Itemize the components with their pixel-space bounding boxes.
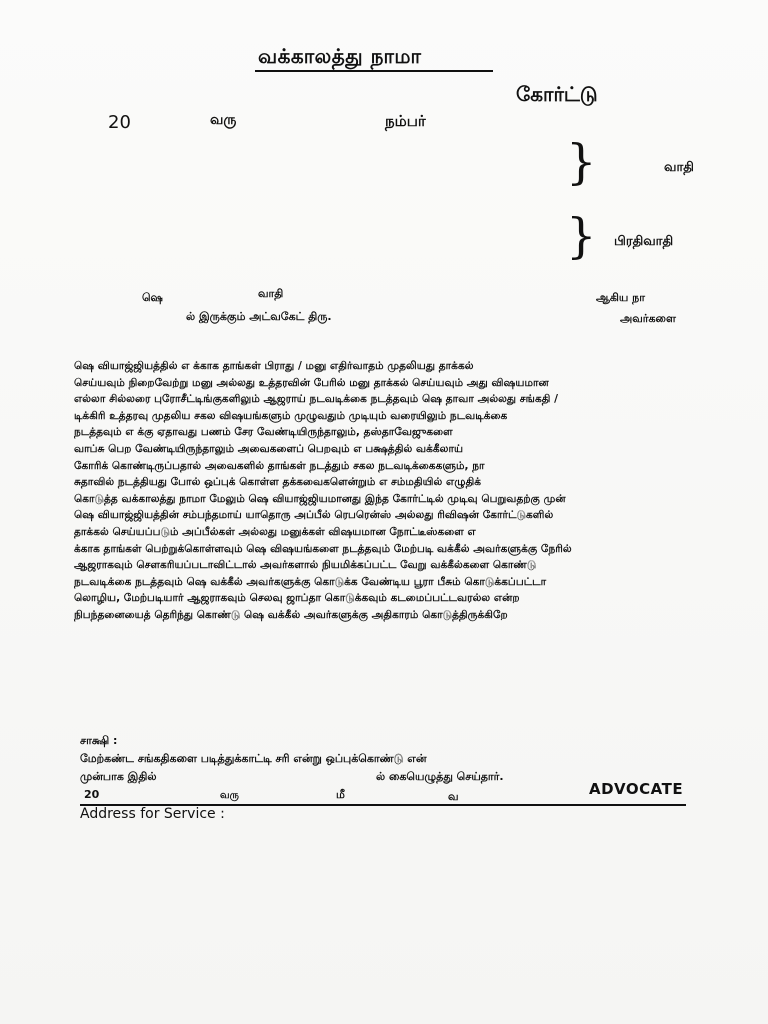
body-paragraph — [74, 358, 694, 624]
address-for-service: Address for Service : — [80, 806, 225, 822]
title-underline — [255, 70, 493, 72]
body-line: ஷெ வியாஜ்ஜியத்தில் எ க்காக தாங்கள் பிராது / மனு எதிர்வாதம் முதலியது தாக்கல் — [74, 360, 474, 372]
witness-label: சாக்ஷி : — [80, 734, 118, 747]
plaintiff-label: வாதி — [664, 160, 694, 175]
signature-year-prefix: 20 — [84, 788, 100, 801]
body-line: நடத்தவும் எ க்கு ஏதாவது பணம் சேர வேண்டியிருந்தாலும், தஸ்தாவேஜுகளை — [74, 426, 453, 439]
advocate-label: ADVOCATE — [589, 780, 684, 798]
body-line: ஆஜராகவும் சௌகரியப்படாவிட்டால் அவர்களால் நியமிக்கப்பட்ட வேறு வக்கீல்களை கொண்டு — [74, 559, 537, 572]
signature-va: வரு — [220, 790, 239, 801]
body-line: லொழிய, மேற்படியார் ஆஜராகவும் செலவு ஜாப்தா கொடுக்கவும் கடமைப்பட்டவரல்ல என்ற — [74, 592, 520, 605]
body-line: எல்லா சில்லரை புரோசீட்டிங்குகளிலும் ஆஜராய் நடவடிக்கை நடத்தவும் ஷெ தாவா அல்லது சங்கதி / — [74, 393, 558, 406]
document-title: வக்காலத்து நாமா — [258, 44, 422, 68]
court-label: கோர்ட்டு — [516, 82, 598, 106]
signature-line-2-right: ல் கையெழுத்து செய்தார். — [376, 770, 504, 783]
body-line: கொடுத்த வக்காலத்து நாமா மேலும் ஷெ வியாஜ்ஜியமானது இந்த கோர்ட்டில் முடிவு பெறுவதற்கு முன் — [74, 492, 566, 505]
body-line: தாக்கல் செய்யப்படும் அப்பீல்கள் அல்லது மனுக்கள் விஷயமான நோட்டீஸ்களை எ — [74, 525, 476, 538]
signature-line-1: மேற்கண்ட சங்கதிகளை படித்துக்காட்டி சரி என்று ஒப்புக்கொண்டு என் — [80, 752, 427, 765]
plaintiff-brace: } — [566, 134, 597, 190]
body-line: நிபந்தனையைத் தெரிந்து கொண்டு ஷெ வக்கீல் அவர்களுக்கு அதிகாரம் கொடுத்திருக்கிறே — [74, 608, 508, 621]
year-suffix-label: வரு — [210, 112, 237, 128]
body-line: கோரிக் கொண்டிருப்பதால் அவைகளில் தாங்கள் நடத்தும் சகல நடவடிக்கைகளும், நா — [74, 459, 485, 472]
defendant-brace: } — [566, 208, 597, 264]
body-line: சுதாவில் நடத்தியது போல் ஒப்புக் கொள்ள தக்கவைகளென்றும் எ சம்மதியில் எழுதிக் — [74, 476, 482, 489]
body-line: செய்யவும் நிறைவேற்று மனு அல்லது உத்தரவின் பேரில் மனு தாக்கல் செய்யவும் அது விஷயமான — [74, 376, 549, 389]
signature-line-2-left: முன்பாக இதில் — [80, 770, 157, 783]
body-line: டிக்கிரி உத்தரவு முதலிய சகல விஷயங்களும் முழுவதும் முடியும் வரையிலும் நடவடிக்கை — [74, 409, 508, 422]
defendant-label: பிரதிவாதி — [614, 234, 674, 249]
advocate-line: ல் இருக்கும் அட்வகேட் திரு. — [186, 310, 332, 323]
body-line: நடவடிக்கை நடத்தவும் ஷெ வக்கீல் அவர்களுக்கு கொடுக்க வேண்டிய பூரா பீசும் கொடுக்கப்பட்டா — [74, 575, 547, 588]
year-prefix: 20 — [108, 112, 131, 133]
body-line: வாப்சு பெற வேண்டியிருந்தாலும் அவைகளைப் பெறவும் எ பக்ஷத்தில் வக்கீலாய் — [74, 442, 464, 455]
party-vathi: வாதி — [258, 287, 284, 300]
case-number-label: நம்பர் — [385, 112, 426, 130]
signature-mee: மீ — [336, 788, 345, 801]
party-shri: ஷெ — [142, 291, 163, 304]
signature-ve: வ — [448, 790, 459, 803]
avargalai-label: அவர்களை — [620, 312, 676, 325]
body-line: ஷெ வியாஜ்ஜியத்தின் சம்பந்தமாய் யாதொரு அப்பீல் ரெபரென்ஸ் அல்லது ரிவிஷன் கோர்ட்டுகளில் — [74, 509, 554, 522]
party-aagiya: ஆகிய நா — [596, 291, 645, 304]
body-line: க்காக தாங்கள் பெற்றுக்கொள்ளவும் ஷெ விஷயங்களை நடத்தவும் மேற்படி வக்கீல் அவர்களுக்கு நேரில் — [74, 542, 572, 555]
